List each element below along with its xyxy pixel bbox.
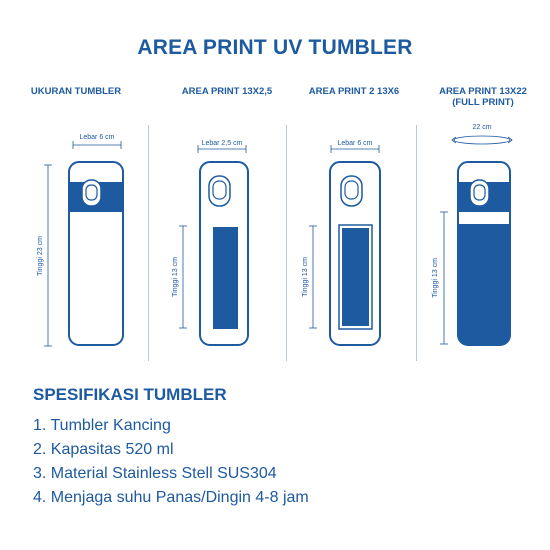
heading-ukuran-tumbler: UKURAN TUMBLER <box>30 86 122 97</box>
print-area <box>458 224 510 345</box>
heading-area-print-2: AREA PRINT 2 13X6 <box>308 86 400 97</box>
rotate-arrow-icon <box>454 136 510 144</box>
spec-item: 4. Menjaga suhu Panas/Dingin 4-8 jam <box>33 489 309 506</box>
spec-item: 2. Kapasitas 520 ml <box>33 441 174 458</box>
button-lock-icon <box>82 180 101 206</box>
spec-title: SPESIFIKASI TUMBLER <box>33 385 227 404</box>
heading-area-print-full-line2: (FULL PRINT) <box>452 97 514 108</box>
tumbler-size-figure <box>37 134 123 346</box>
print-area-13x6-figure <box>302 140 380 345</box>
width-label: Lebar 6 cm <box>337 140 373 147</box>
width-label: Lebar 2,5 cm <box>201 140 243 147</box>
button-lock-icon <box>470 180 489 206</box>
spec-item: 1. Tumbler Kancing <box>33 417 171 434</box>
page-title: AREA PRINT UV TUMBLER <box>137 36 413 59</box>
width-label: Lebar 6 cm <box>79 134 115 141</box>
print-area-full-figure <box>432 124 512 345</box>
heading-area-print-full-line1: AREA PRINT 13X22 <box>439 86 527 97</box>
print-area-13x2-5-figure <box>172 140 248 345</box>
height-label: Tinggi 13 cm <box>432 258 439 298</box>
height-label: Tinggi 13 cm <box>302 257 309 297</box>
height-label: Tinggi 23 cm <box>37 236 44 276</box>
heading-area-print-1: AREA PRINT 13X2,5 <box>181 86 273 97</box>
spec-item: 3. Material Stainless Stell SUS304 <box>33 465 277 482</box>
height-label: Tinggi 13 cm <box>172 257 179 297</box>
circumference-label: 22 cm <box>472 124 492 131</box>
print-area <box>213 227 238 329</box>
